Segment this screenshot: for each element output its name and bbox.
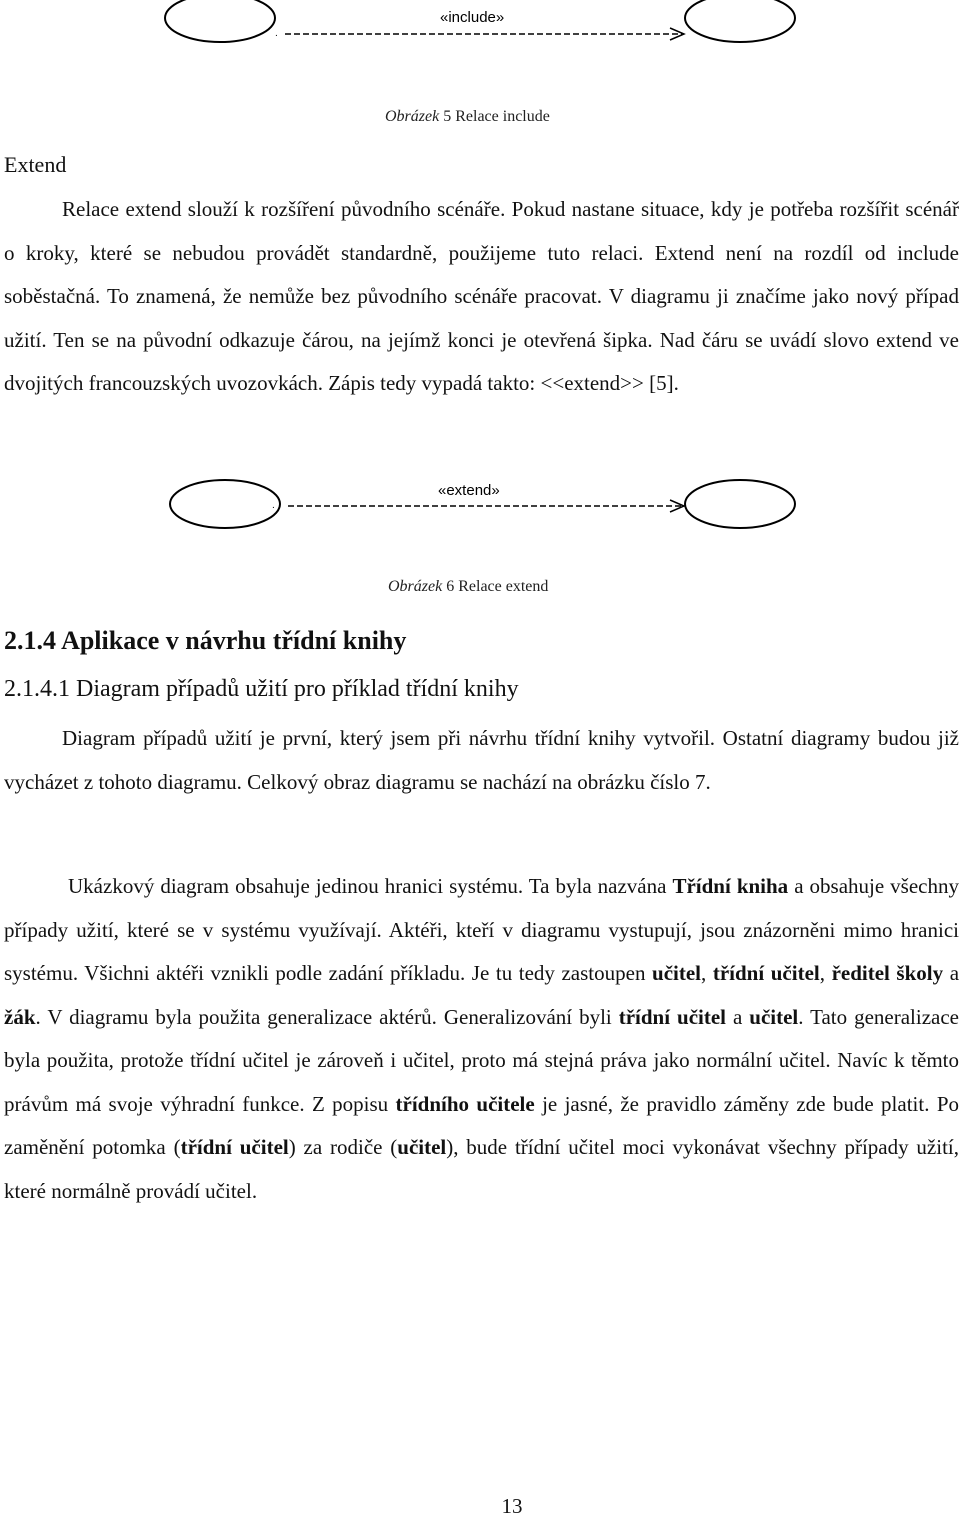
subsection-heading: 2.1.4.1 Diagram případů užití pro příklad třídní knihy: [4, 676, 519, 702]
figure-extend: [160, 470, 800, 540]
use-case-ellipse-right: [685, 0, 795, 42]
stereotype-label: «extend»: [438, 482, 500, 499]
bold-term: učitel: [652, 961, 702, 985]
bold-term: Třídní kniha: [672, 874, 789, 898]
svg-text:.: .: [272, 500, 275, 511]
extend-paragraph: Relace extend slouží k rozšíření původního scénáře. Pokud nastane situace, kdy je potřeba rozšířit scénář o kroky, které se nebudou provádět standardně, použijeme tuto relaci. Extend není na rozdíl od include soběstačná. To znamená, že nemůže bez původního scénáře pracovat. V diagramu ji značíme jako nový případ užití. Ten se na původní odkazuje čárou, na jejímž konci je otevřená šipka. Nad čáru se uvádí slovo extend ve dvojitých francouzských uvozovkách. Zápis tedy vypadá takto: <<extend>> [5].: [4, 197, 959, 395]
text-run: ,: [701, 961, 713, 985]
figure-include: [160, 0, 800, 48]
bold-term: třídní učitel: [180, 1135, 289, 1159]
text-run: . Tato generalizace byla použita, protože třídní učitel je zároveň i učitel, proto má stejná práva jako normální učitel. Navíc k těmto právům má svoje výhradní funkce. Z popisu: [4, 1004, 959, 1116]
bold-term: třídního učitele: [395, 1091, 535, 1116]
text-run: Ukázkový diagram obsahuje jedinou hranici systému. Ta byla nazvána: [68, 874, 673, 898]
bold-term: učitel: [397, 1135, 447, 1159]
figure-caption: Obrázek 5 Relace include: [385, 108, 550, 125]
text-run: ) za rodiče (: [288, 1135, 398, 1159]
bold-term: ředitel školy: [831, 961, 944, 985]
bold-term: učitel: [749, 1004, 799, 1029]
extend-heading: Extend: [4, 152, 67, 177]
text-run: ), bude třídní učitel moci vykonávat všechny případy užití, které normálně provádí učitel.: [4, 1135, 959, 1203]
text-run: a obsahuje všechny případy užití, které se v systému využívají. Aktéři, kteří v diagramu vystupují, jsou znázorněni mimo hranici systému. Všichni aktéři vznikli podle zadání příkladu. Je tu tedy zastoupen: [4, 874, 959, 985]
paragraph-2: [4, 865, 959, 1213]
bold-term: třídní učitel: [712, 961, 820, 985]
use-case-ellipse-right: [685, 480, 795, 528]
stereotype-label: «include»: [440, 9, 505, 26]
svg-text:.: .: [275, 28, 278, 39]
extend-relation-diagram: [160, 470, 800, 540]
include-relation-diagram: [160, 0, 800, 48]
page-number: 13: [501, 1494, 523, 1518]
use-case-ellipse-left: [170, 480, 280, 528]
text-run: a: [943, 961, 960, 985]
section-heading: 2.1.4 Aplikace v návrhu třídní knihy: [4, 626, 407, 655]
figure-caption: Obrázek 6 Relace extend: [388, 578, 549, 595]
bold-term: třídní učitel: [618, 1004, 727, 1029]
text-run: a: [726, 1004, 750, 1029]
text-run: je jasné, že pravidlo záměny zde bude platit. Po zaměnění potomka (: [4, 1091, 959, 1159]
text-run: ,: [819, 961, 832, 985]
bold-term: žák: [4, 1004, 36, 1029]
text-run: . V diagramu byla použita generalizace aktérů. Generalizování byli: [35, 1004, 619, 1029]
use-case-ellipse-left: [165, 0, 275, 42]
paragraph-1: Diagram případů užití je první, který jsem při návrhu třídní knihy vytvořil. Ostatní diagramy budou již vycházet z tohoto diagramu. Celkový obraz diagramu se nachází na obrázku číslo 7.: [4, 726, 959, 794]
